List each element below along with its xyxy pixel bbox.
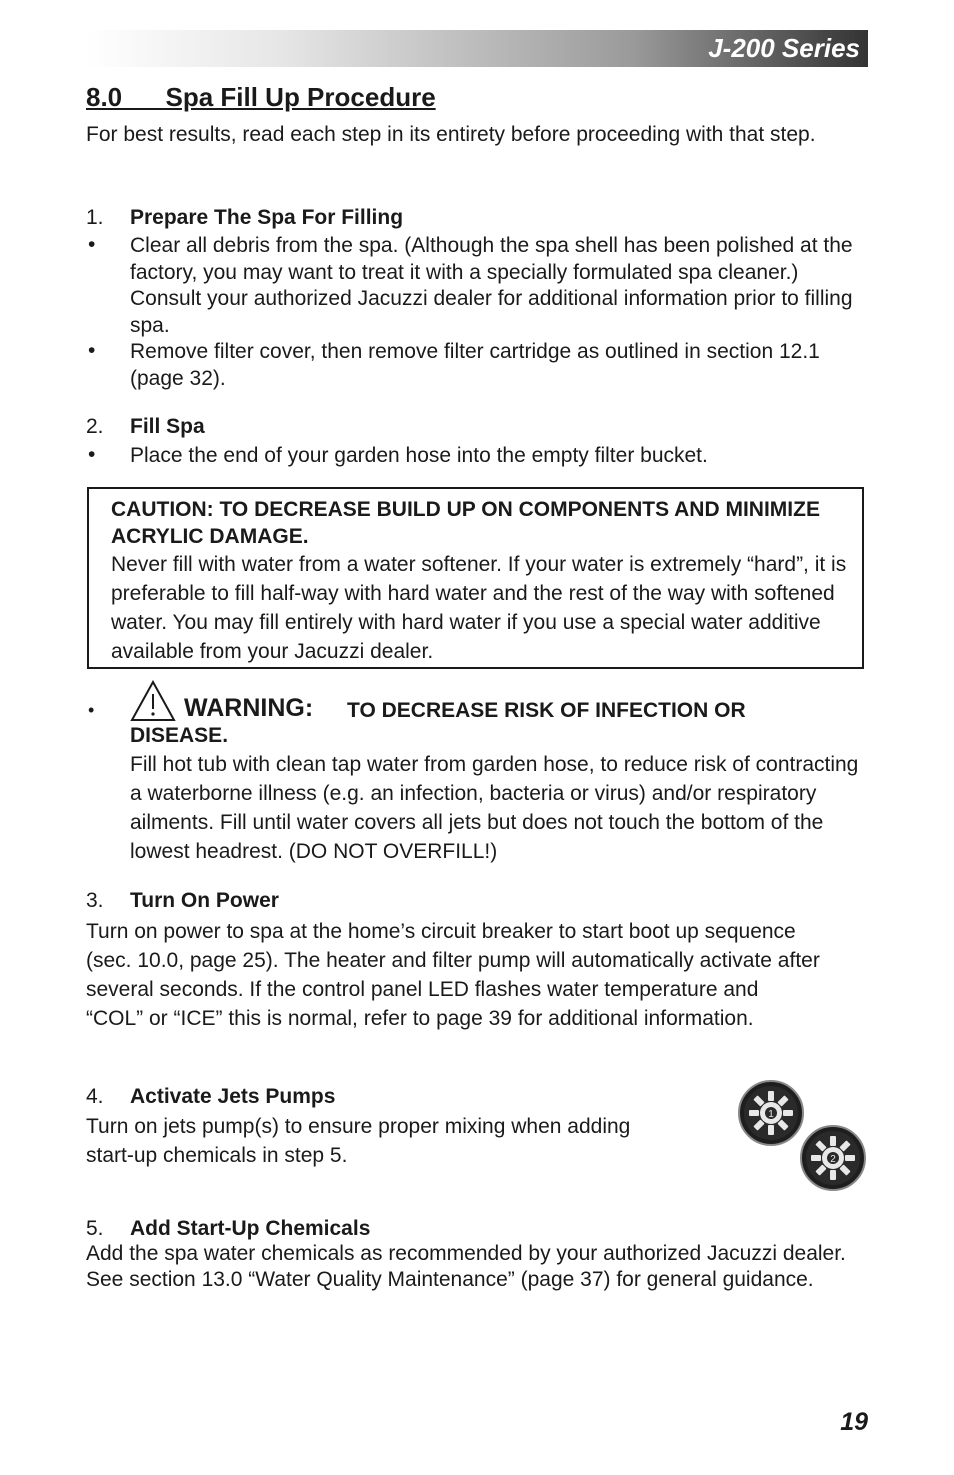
- step-number: 5.: [86, 1217, 104, 1240]
- jet-pump-2-button[interactable]: [799, 1124, 867, 1192]
- bullet-text: Remove filter cover, then remove filter cartridge as outlined in section 12.1 (page 32).: [130, 340, 820, 390]
- caution-title: CAUTION: TO DECREASE BUILD UP ON COMPONENTS AND MINIMIZE ACRYLIC DAMAGE.: [111, 498, 820, 548]
- warning-text: Fill hot tub with clean tap water from garden hose, to reduce risk of contracting a waterborne illness (e.g. an infection, bacteria or virus) and/or respiratory ailments. Fill until water covers all jets but does not touch the bottom of the lowest headrest. (DO NOT OVERFILL!): [130, 753, 859, 863]
- warning-bullet: •: [88, 700, 95, 720]
- section-title: 8.0 Spa Fill Up Procedure: [86, 82, 436, 112]
- jet-pump-1-label: 1: [768, 1109, 774, 1120]
- step-number: 3.: [86, 889, 104, 912]
- step-heading: Activate Jets Pumps: [130, 1085, 336, 1108]
- jet-pump-1-button[interactable]: [737, 1079, 805, 1147]
- bullet-text: Clear all debris from the spa. (Although the spa shell has been polished at the factory, you may want to treat it with a specially formulated spa cleaner.) Consult your authorized Jacuzzi dealer for additional information prior to filling spa.: [130, 234, 853, 337]
- step-text: Add the spa water chemicals as recommended by your authorized Jacuzzi dealer. See section 13.0 “Water Quality Maintenance” (page 37) for general guidance.: [86, 1242, 846, 1291]
- bullet-mark: •: [88, 233, 96, 256]
- intro-text: For best results, read each step in its entirety before proceeding with that step.: [86, 123, 816, 146]
- step-text: Turn on jets pump(s) to ensure proper mixing when adding start-up chemicals in step 5.: [86, 1115, 631, 1167]
- warning-triangle-icon: [130, 680, 176, 722]
- step-number: 1.: [86, 206, 104, 229]
- step-heading: Turn On Power: [130, 889, 279, 912]
- step-number: 4.: [86, 1085, 104, 1108]
- step-heading: Fill Spa: [130, 415, 205, 438]
- jet-pump-2-label: 2: [830, 1154, 836, 1165]
- step-text: Turn on power to spa at the home’s circuit breaker to start boot up sequence (sec. 10.0, page 25). The heater and filter pump will automatically activate after several seconds. If the control panel LED flashes water temperature and “COL” or “ICE” this is normal, refer to page 39 for additional information.: [86, 920, 820, 1030]
- warning-label: WARNING:: [184, 694, 314, 722]
- warning-heading: TO DECREASE RISK OF INFECTION OR: [347, 699, 746, 722]
- bullet-text: Place the end of your garden hose into the empty filter bucket.: [130, 444, 708, 467]
- bullet-mark: •: [88, 339, 96, 362]
- step-number: 2.: [86, 415, 104, 438]
- step-heading: Add Start-Up Chemicals: [130, 1217, 371, 1240]
- header-bar: [86, 30, 868, 67]
- caution-text: Never fill with water from a water softener. If your water is extremely “hard”, it is preferable to fill half-way with hard water and the rest of the way with softened water. You may fill entirely with hard water if you use a special water additive available from your Jacuzzi dealer.: [111, 553, 847, 663]
- bullet-mark: •: [88, 443, 96, 466]
- step-heading: Prepare The Spa For Filling: [130, 206, 404, 229]
- series-title: J-200 Series: [708, 33, 860, 63]
- warning-heading-line2: DISEASE.: [130, 724, 229, 747]
- page-number: 19: [840, 1408, 868, 1436]
